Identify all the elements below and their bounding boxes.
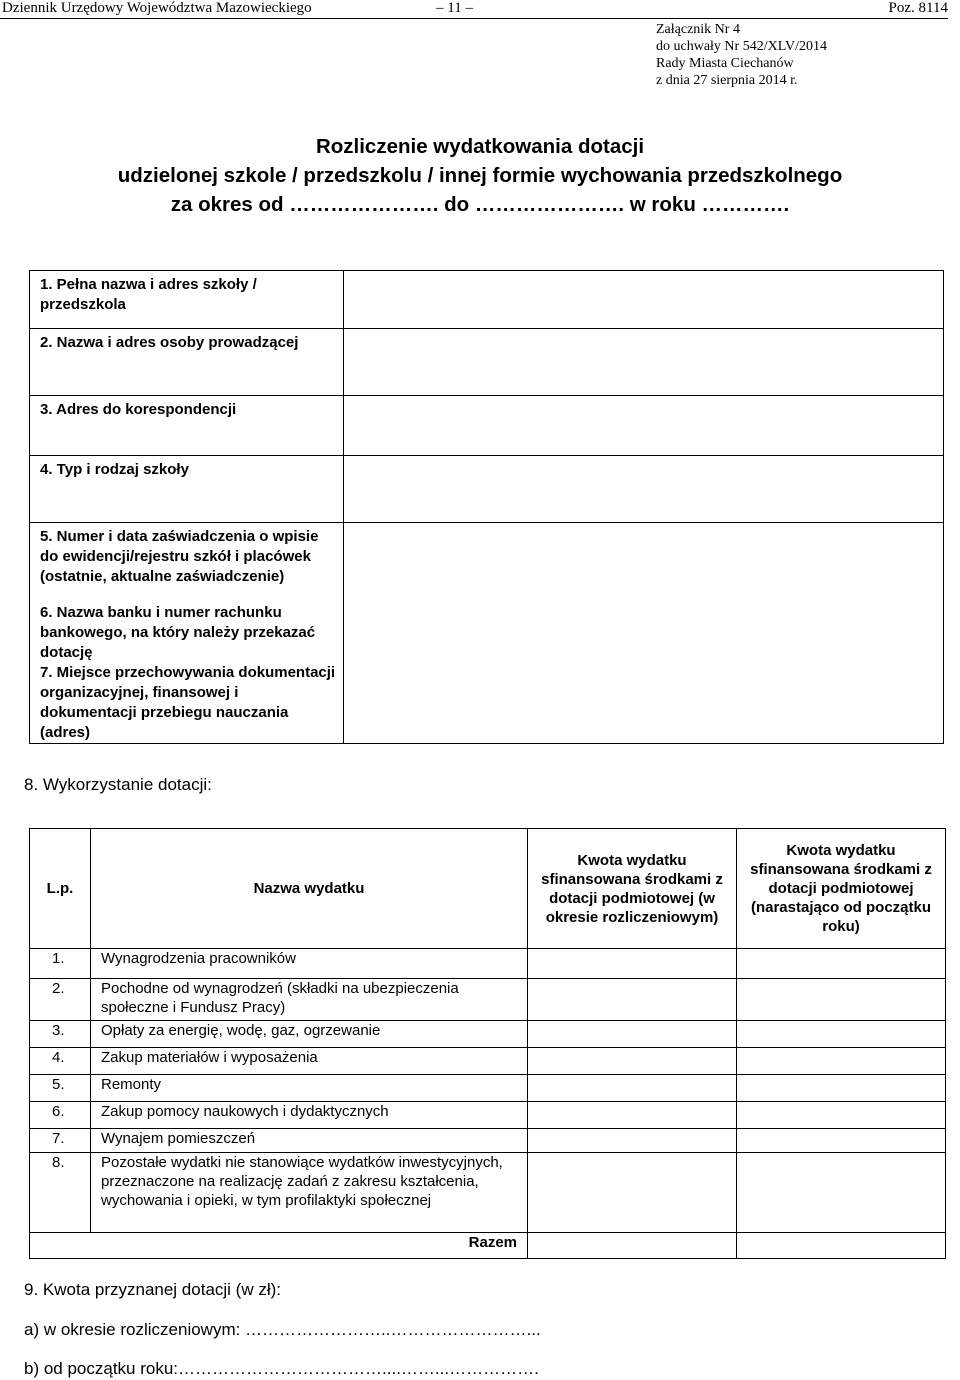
period-amount-field[interactable] [528,1048,737,1075]
page-number: – 11 – [436,0,473,16]
row-name: Wynagrodzenia pracowników [91,949,528,979]
total-spacer [30,1233,91,1259]
table-row [30,1129,946,1153]
info-row [30,523,944,603]
info-label: 4. Typ i rodzaj szkoły [30,456,344,523]
expenses-table [29,828,946,1259]
cumulative-amount-field[interactable] [737,1129,946,1153]
period-amount-line: a) w okresie rozliczeniowym: ……………………..……………………... [24,1320,541,1339]
position-number: Poz. 8114 [888,0,948,16]
row-name: Wynajem pomieszczeń [91,1129,528,1153]
info-label: 6. Nazwa banku i numer rachunku bankowego, na który należy przekazać dotację [30,603,344,663]
info-row [30,396,944,456]
cumulative-amount-field[interactable] [737,1075,946,1102]
period-total-field[interactable] [528,1233,737,1259]
info-value-field[interactable] [344,523,944,744]
period-amount-field[interactable] [528,979,737,1021]
row-lp: 5. [30,1075,91,1102]
info-label: 7. Miejsce przechowywania dokumentacji organizacyjnej, finansowej i dokumentacji przebiegu nauczania (adres) [30,663,344,744]
annex-line: do uchwały Nr 542/XLV/2014 [656,39,827,54]
period-amount-field[interactable] [528,1129,737,1153]
period-amount-field[interactable] [528,1153,737,1233]
table-row [30,1021,946,1048]
col-header-name: Nazwa wydatku [91,829,528,949]
period-amount-field[interactable] [528,1021,737,1048]
info-value-field[interactable] [344,396,944,456]
cumulative-total-field[interactable] [737,1233,946,1259]
table-row [30,1153,946,1233]
annex-line: Załącznik Nr 4 [656,22,740,37]
journal-title: Dziennik Urzędowy Województwa Mazowieckiego [2,0,312,16]
row-name: Pozostałe wydatki nie stanowiące wydatków inwestycyjnych, przeznaczone na realizację zadań z zakresu kształcenia, wychowania i opieki, w tym profilaktyki społecznej [91,1153,528,1233]
section-9-heading: 9. Kwota przyznanej dotacji (w zł): [24,1280,281,1299]
col-header-lp: L.p. [30,829,91,949]
title-line: za okres od …………………. do …………………. w roku …………. [170,193,790,216]
cumulative-amount-field[interactable] [737,1048,946,1075]
annex-block [656,21,827,89]
row-name: Pochodne od wynagrodzeń (składki na ubezpieczenia społeczne i Fundusz Pracy) [91,979,528,1021]
info-label: 1. Pełna nazwa i adres szkoły / przedszkola [30,271,344,329]
table-row [30,979,946,1021]
row-lp: 2. [30,979,91,1021]
total-row [30,1233,946,1259]
period-amount-field[interactable] [528,949,737,979]
total-label: Razem [91,1233,528,1259]
info-table [29,270,944,744]
table-row [30,1048,946,1075]
table-row [30,949,946,979]
row-name: Zakup materiałów i wyposażenia [91,1048,528,1075]
section-8-heading: 8. Wykorzystanie dotacji: [24,775,212,794]
col-header-period: Kwota wydatku sfinansowana środkami z dotacji podmiotowej (w okresie rozliczeniowym) [528,829,737,949]
row-name: Remonty [91,1075,528,1102]
row-name: Zakup pomocy naukowych i dydaktycznych [91,1102,528,1129]
info-label: 2. Nazwa i adres osoby prowadzącej [30,329,344,396]
info-value-field[interactable] [344,456,944,523]
table-row [30,1102,946,1129]
row-lp: 8. [30,1153,91,1233]
cumulative-amount-field[interactable] [737,1153,946,1233]
info-row [30,271,944,329]
info-value-field[interactable] [344,271,944,329]
row-lp: 3. [30,1021,91,1048]
info-row [30,456,944,523]
title-line: udzielonej szkole / przedszkolu / innej formie wychowania przedszkolnego [117,164,843,187]
row-lp: 4. [30,1048,91,1075]
year-amount-line: b) od początku roku:………………………………....……...……………. [24,1359,539,1378]
table-row [30,1075,946,1102]
row-lp: 1. [30,949,91,979]
cumulative-amount-field[interactable] [737,1102,946,1129]
annex-line: Rady Miasta Ciechanów [656,56,794,71]
info-row [30,329,944,396]
document-title [0,132,960,219]
journal-header [0,0,948,19]
annex-line: z dnia 27 sierpnia 2014 r. [656,73,798,88]
cumulative-amount-field[interactable] [737,979,946,1021]
row-name: Opłaty za energię, wodę, gaz, ogrzewanie [91,1021,528,1048]
info-value-field[interactable] [344,329,944,396]
row-lp: 7. [30,1129,91,1153]
row-lp: 6. [30,1102,91,1129]
info-label: 5. Numer i data zaświadczenia o wpisie do ewidencji/rejestru szkół i placówek (ostatnie, aktualne zaświadczenie) [30,523,344,603]
expenses-header-row [30,829,946,949]
info-label: 3. Adres do korespondencji [30,396,344,456]
title-line: Rozliczenie wydatkowania dotacji [315,135,645,158]
cumulative-amount-field[interactable] [737,1021,946,1048]
cumulative-amount-field[interactable] [737,949,946,979]
period-amount-field[interactable] [528,1075,737,1102]
period-amount-field[interactable] [528,1102,737,1129]
col-header-cumulative: Kwota wydatku sfinansowana środkami z dotacji podmiotowej (narastająco od początku roku) [737,829,946,949]
